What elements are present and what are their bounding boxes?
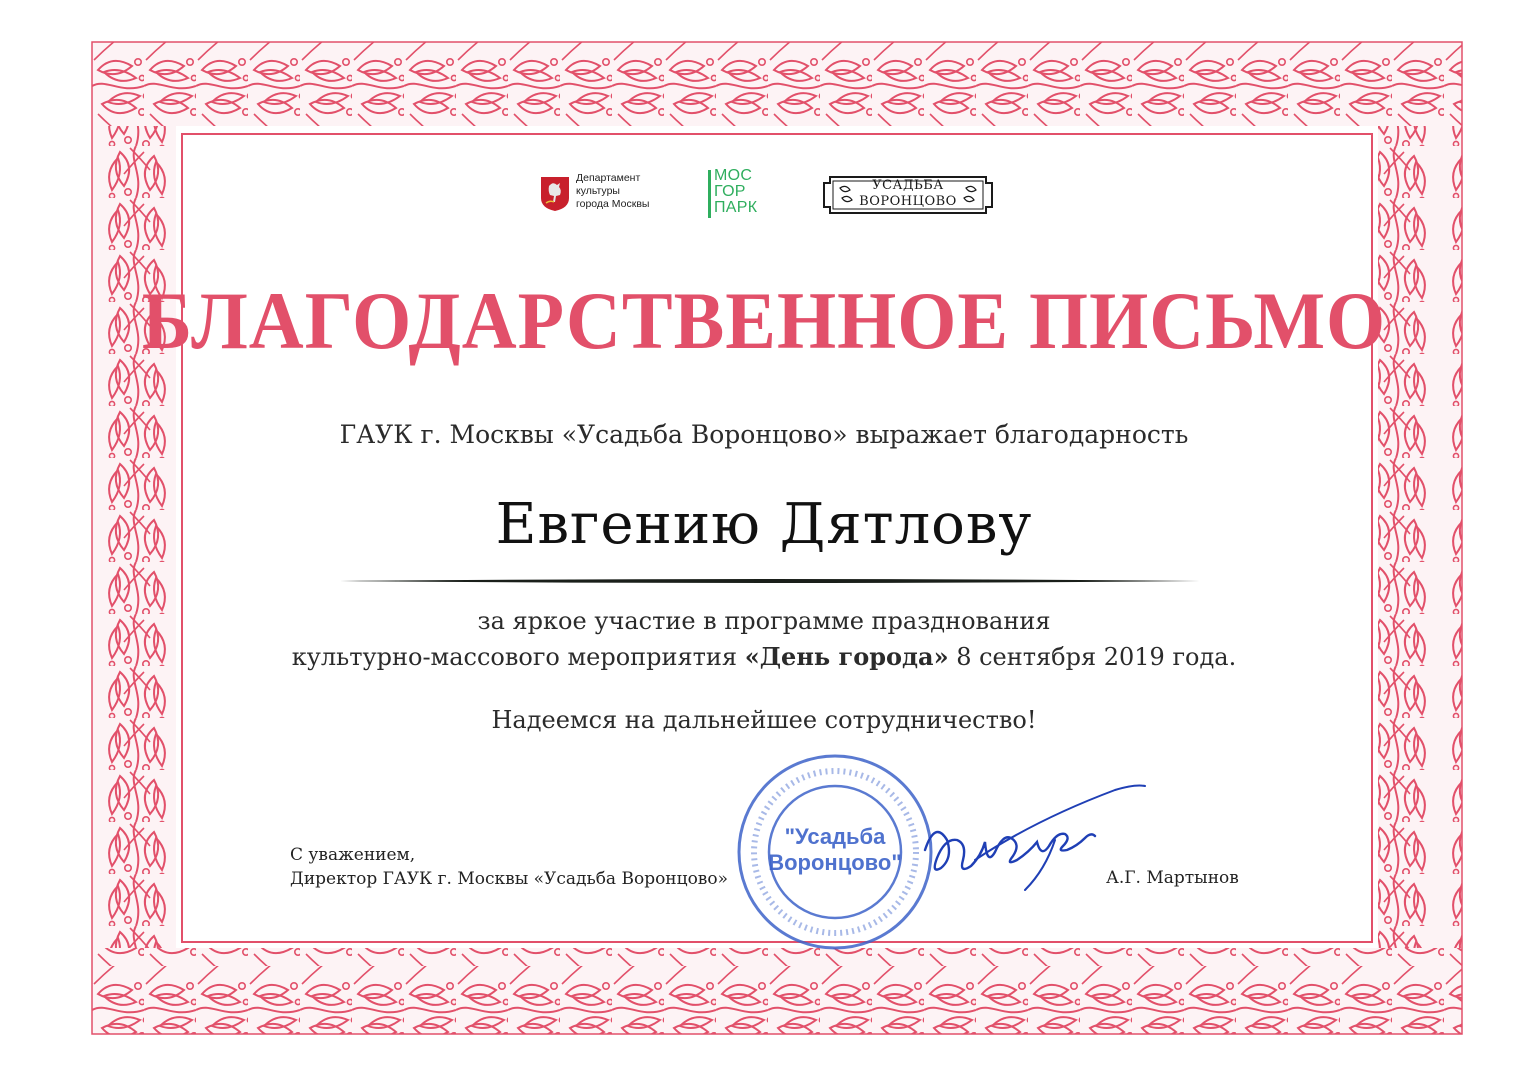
logo-row — [0, 168, 1528, 228]
signer-name: А.Г. Мартынов — [1106, 868, 1239, 888]
event-name: «День города» — [744, 642, 949, 671]
name-underline — [340, 578, 1200, 584]
mosgorpark-wordmark: МОС ГОР ПАРК — [714, 167, 758, 216]
recipient-name: Евгению Дятлову — [495, 492, 1033, 557]
usadba-wordmark: УСАДЬБА ВОРОНЦОВО — [859, 178, 957, 209]
department-name: Департамент культуры города Москвы — [576, 172, 650, 210]
department-of-culture-logo — [540, 168, 680, 228]
intro-text: ГАУК г. Москвы «Усадьба Воронцово» выражает благодарность — [339, 420, 1189, 449]
usadba-vorontsovo-logo — [820, 174, 996, 218]
signature-block-left — [290, 843, 728, 891]
moscow-coat-of-arms-icon — [540, 176, 570, 212]
document-title: БЛАГОДАРСТВЕННОЕ ПИСЬМО — [141, 275, 1387, 367]
closing-wish: Надеемся на дальнейшее сотрудничество! — [491, 706, 1037, 734]
reason-paragraph — [0, 603, 1528, 675]
stamp-line-2: Воронцово" — [768, 850, 902, 875]
reason-line-2: культурно-массового мероприятия «День города» 8 сентября 2019 года. — [291, 642, 1237, 671]
mosgorpark-logo — [708, 168, 778, 228]
signer-position: Директор ГАУК г. Москвы «Усадьба Воронцово» — [290, 869, 729, 889]
handwritten-signature — [905, 780, 1165, 900]
regards-text: С уважением, — [290, 845, 416, 865]
reason-line-1: за яркое участие в программе празднования — [477, 607, 1051, 635]
stamp-line-1: "Усадьба — [784, 824, 886, 849]
